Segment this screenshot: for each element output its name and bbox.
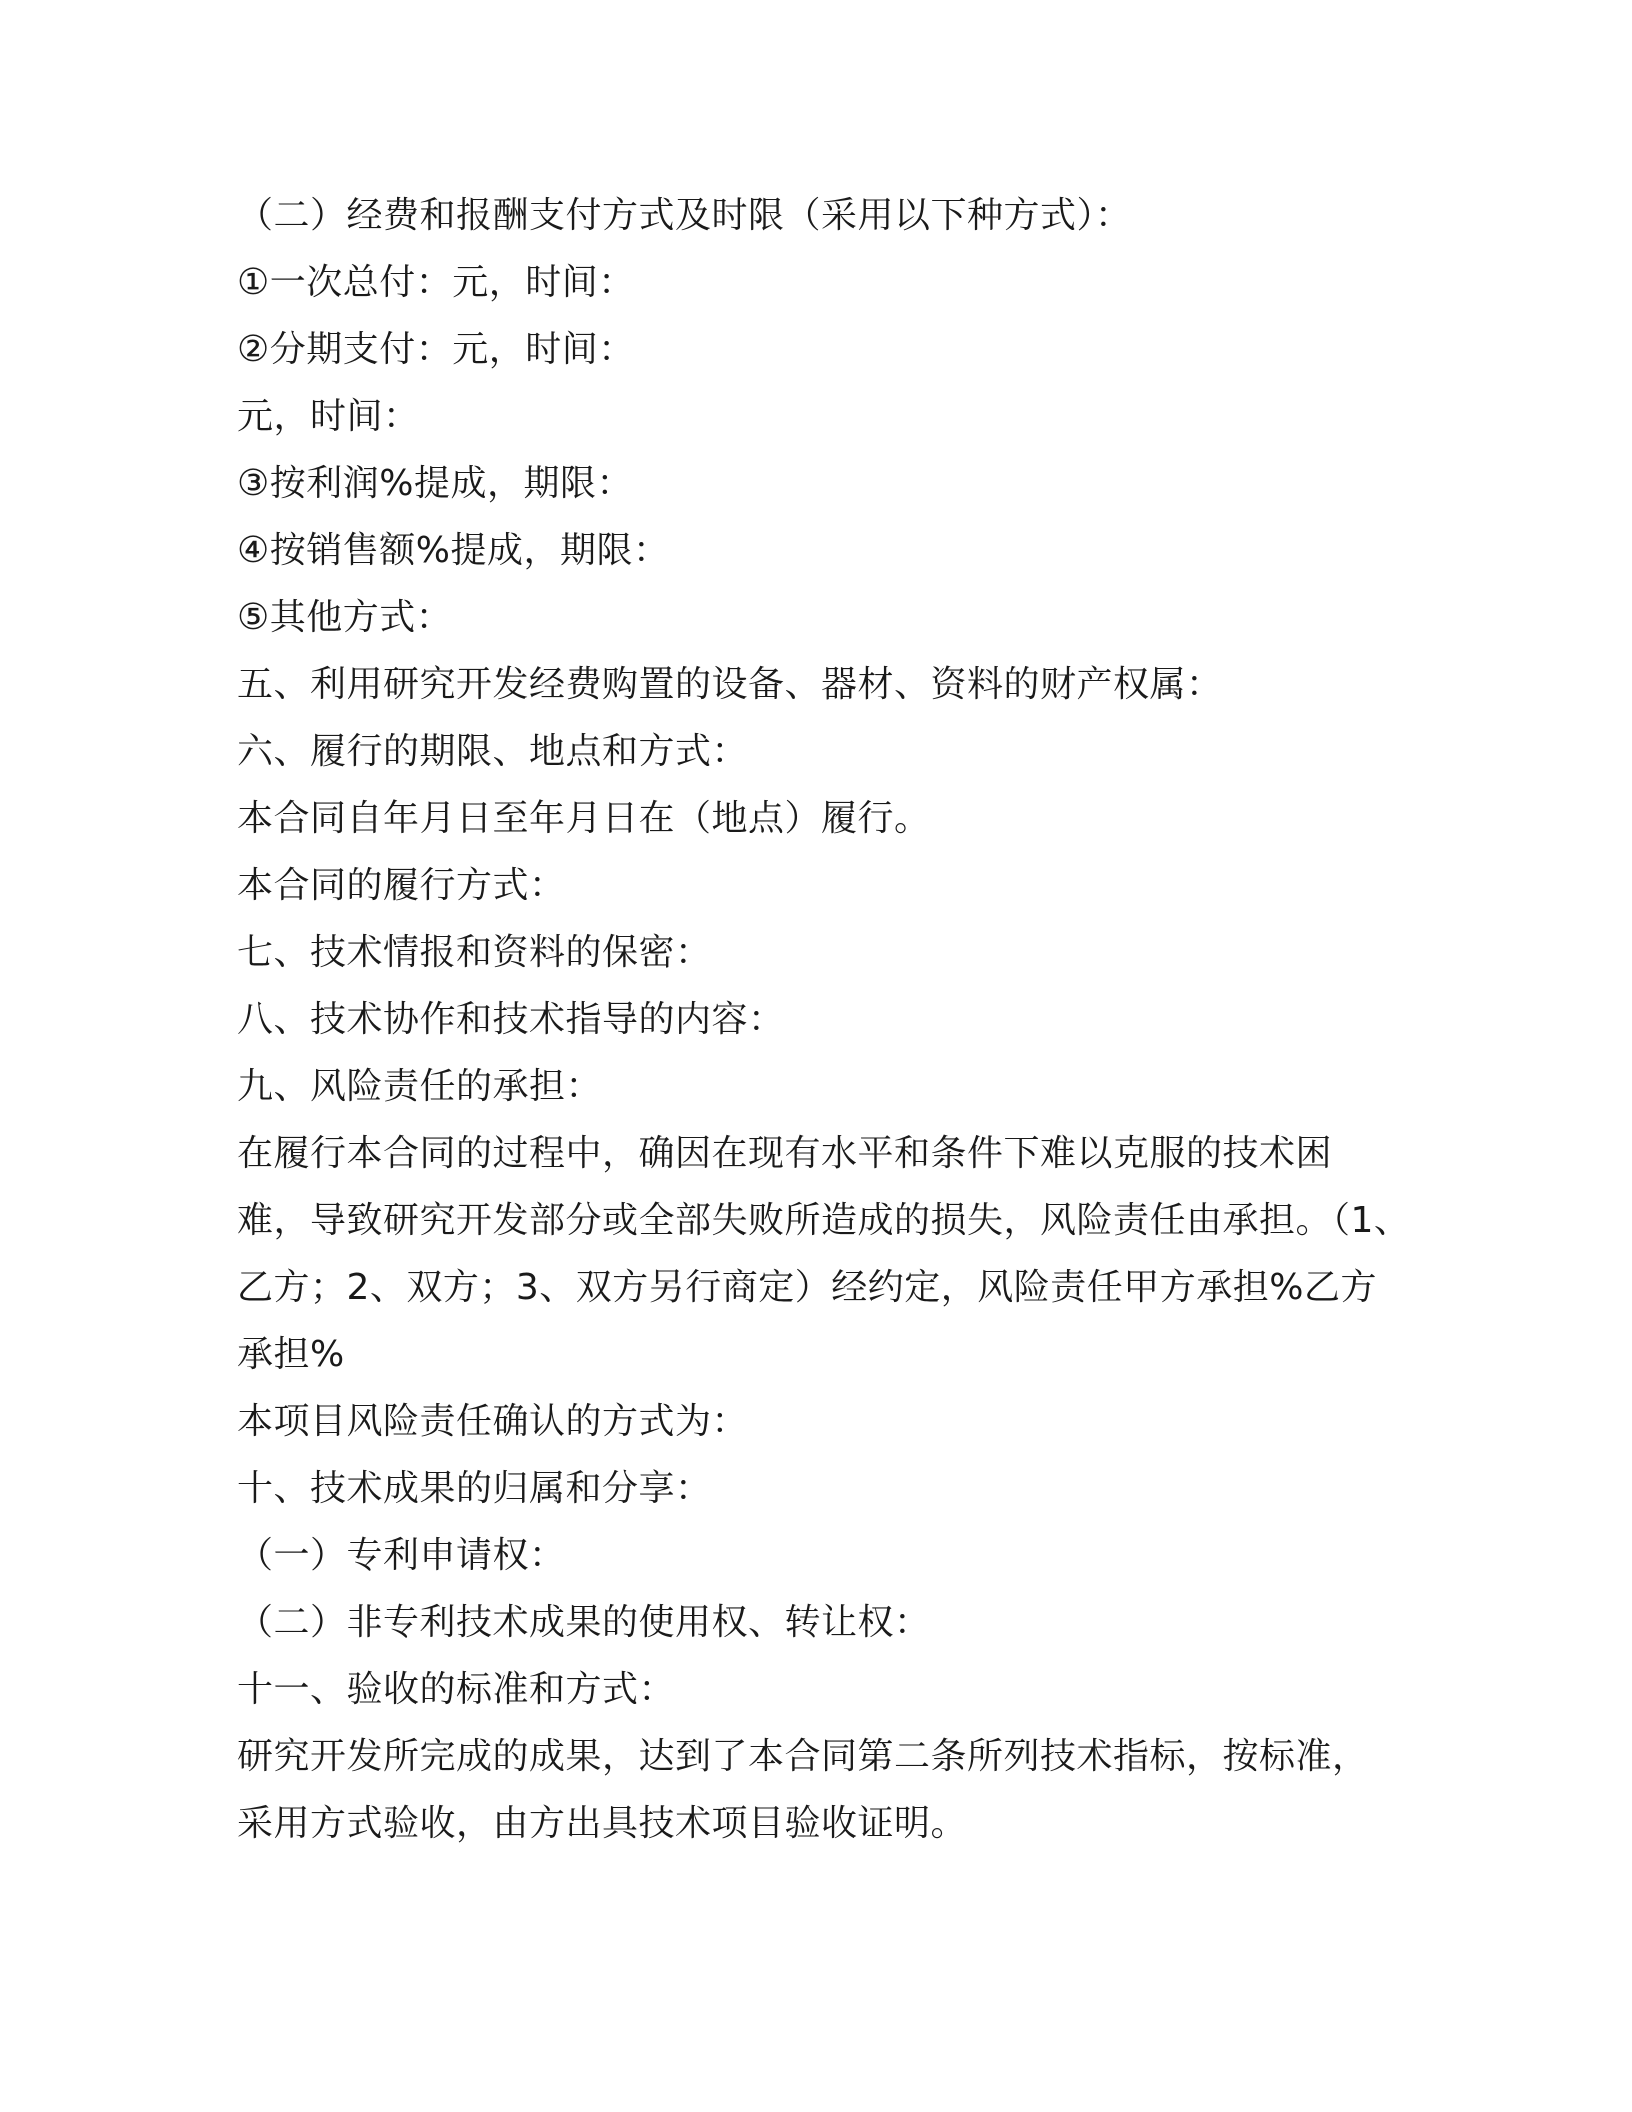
document-body (237, 182, 1411, 1857)
risk-confirmation-line: 本项目风险责任确认的方式为： (237, 1401, 749, 1442)
risk-paragraph-line-4: 承担% (237, 1334, 345, 1375)
other-method-line: ⑤其他方式： (237, 597, 453, 638)
patent-right-line: （一）专利申请权： (237, 1535, 566, 1576)
acceptance-paragraph-line-1: 研究开发所完成的成果，达到了本合同第二条所列技术指标，按标准， (237, 1736, 1369, 1777)
performance-period-line: 本合同自年月日至年月日在（地点）履行。 (237, 798, 931, 839)
section-8-heading: 八、技术协作和技术指导的内容： (237, 999, 785, 1040)
risk-paragraph-line-3: 乙方；2、双方；3、双方另行商定）经约定，风险责任甲方承担%乙方 (237, 1267, 1378, 1308)
installment-payment-line-2: 元，时间： (237, 396, 420, 437)
payment-method-heading: （二）经费和报酬支付方式及时限（采用以下种方式）： (237, 195, 1132, 236)
section-11-heading: 十一、验收的标准和方式： (237, 1669, 676, 1710)
profit-commission-line: ③按利润%提成，期限： (237, 463, 633, 504)
section-6-heading: 六、履行的期限、地点和方式： (237, 731, 749, 772)
acceptance-paragraph-line-2: 采用方式验收，由方出具技术项目验收证明。 (237, 1803, 968, 1844)
performance-method-line: 本合同的履行方式： (237, 865, 566, 906)
lump-sum-payment-line: ①一次总付：元，时间： (237, 262, 635, 303)
risk-paragraph-line-1: 在履行本合同的过程中，确因在现有水平和条件下难以克服的技术困 (237, 1133, 1333, 1174)
section-5-heading: 五、利用研究开发经费购置的设备、器材、资料的财产权属： (237, 664, 1223, 705)
section-7-heading: 七、技术情报和资料的保密： (237, 932, 712, 973)
non-patent-right-line: （二）非专利技术成果的使用权、转让权： (237, 1602, 931, 1643)
installment-payment-line: ②分期支付：元，时间： (237, 329, 635, 370)
section-10-heading: 十、技术成果的归属和分享： (237, 1468, 712, 1509)
risk-paragraph-line-2: 难，导致研究开发部分或全部失败所造成的损失，风险责任由承担。（1、 (237, 1200, 1411, 1241)
section-9-heading: 九、风险责任的承担： (237, 1066, 603, 1107)
sales-commission-line: ④按销售额%提成，期限： (237, 530, 670, 571)
